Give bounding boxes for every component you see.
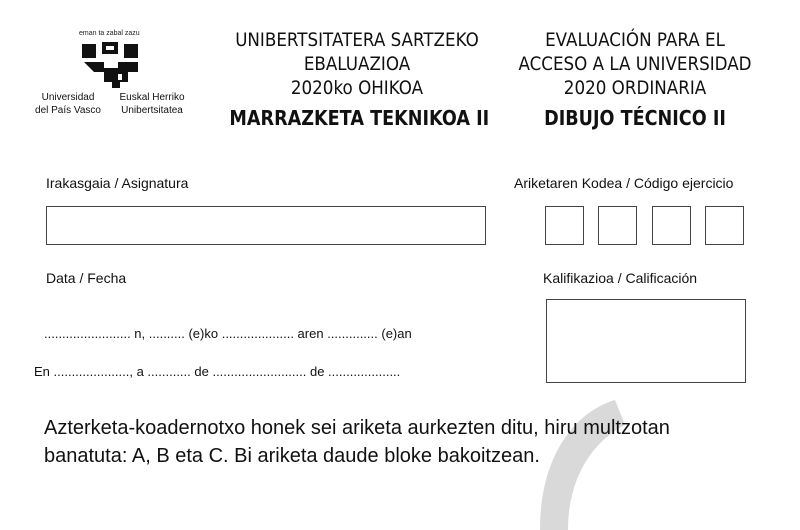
header-es-line2: ACCESO A LA UNIVERSIDAD <box>518 53 752 75</box>
instructions-text <box>44 414 784 470</box>
logo-es-line1: Universidad <box>41 92 95 103</box>
subject-input[interactable] <box>46 206 486 245</box>
header-es-subject: DIBUJO TÉCNICO II <box>544 106 726 130</box>
header-eu-subject: MARRAZKETA TEKNIKOA II <box>229 106 490 130</box>
subject-label: Irakasgaia / Asignatura <box>46 175 189 191</box>
university-logo-icon <box>80 40 142 90</box>
exercise-code-label: Ariketaren Kodea / Código ejercicio <box>514 175 734 191</box>
header-es-line3: 2020 ORDINARIA <box>563 77 707 99</box>
header-eu-line3: 2020ko OHIKOA <box>290 77 424 99</box>
exercise-code-box-2[interactable] <box>598 206 637 245</box>
date-label: Data / Fecha <box>46 270 127 286</box>
exercise-code-box-3[interactable] <box>652 206 691 245</box>
grade-box[interactable] <box>546 299 746 383</box>
header-eu-line1: UNIBERTSITATERA SARTZEKO <box>235 29 479 51</box>
instructions-line1: Azterketa-koadernotxo honek sei ariketa aurkezten ditu, hiru multzotan <box>44 417 670 439</box>
instructions-line2: banatuta: A, B eta C. Bi ariketa daude bloke bakoitzean. <box>44 445 540 467</box>
header-eu-line2: EBALUAZIOA <box>303 53 411 75</box>
logo-eu-line1: Euskal Herriko <box>119 92 185 103</box>
logo-motto: eman ta zabal zazu <box>79 30 140 37</box>
exercise-code-box-4[interactable] <box>705 206 744 245</box>
logo-eu-line2: Unibertsitatea <box>121 105 183 116</box>
header-basque <box>212 28 502 130</box>
header-spanish <box>500 28 770 130</box>
header-es-line1: EVALUACIÓN PARA EL <box>545 29 725 51</box>
date-line-basque[interactable]: ........................ n, .......... (e)ko .................... aren .............. (e)an <box>44 326 412 341</box>
logo-university-eu <box>112 91 192 117</box>
grade-label: Kalifikazioa / Calificación <box>543 270 698 286</box>
logo-es-line2: del País Vasco <box>35 105 101 116</box>
exercise-code-box-1[interactable] <box>545 206 584 245</box>
logo-university-es <box>28 91 108 117</box>
date-line-spanish[interactable]: En ....................., a ............ de .......................... de .................... <box>34 364 401 379</box>
